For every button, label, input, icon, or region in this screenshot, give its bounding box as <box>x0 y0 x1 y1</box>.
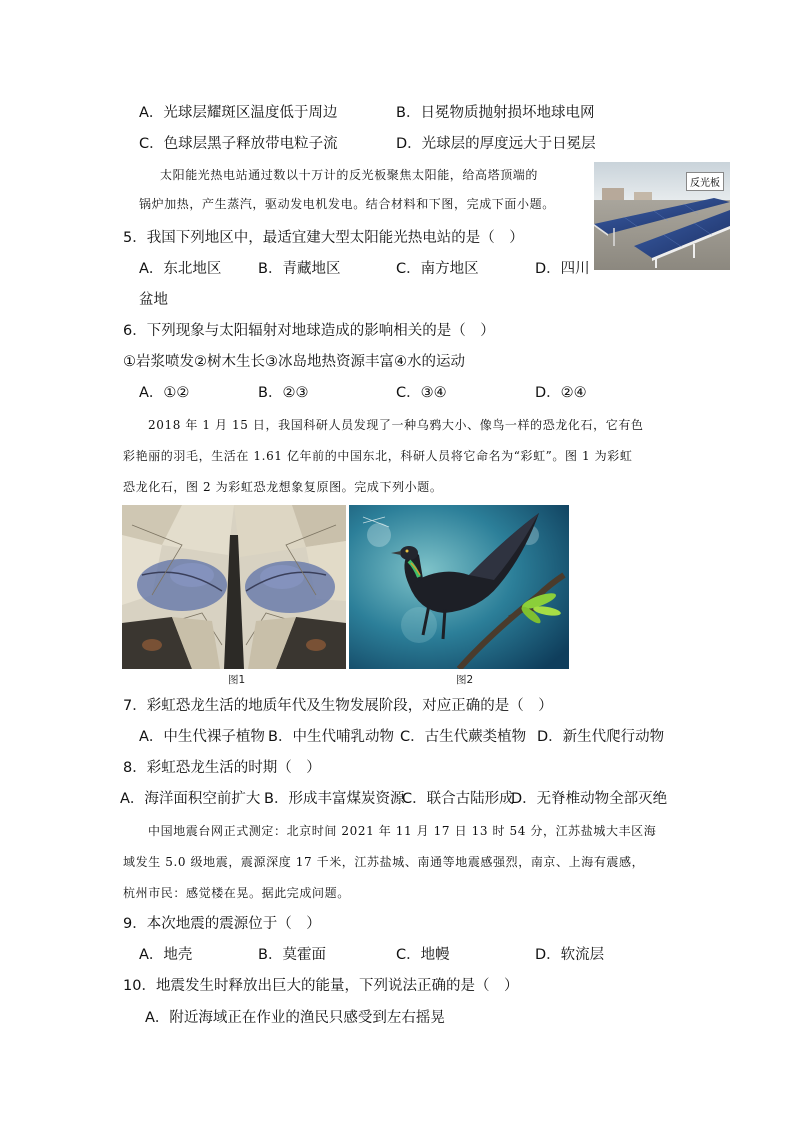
q4-option-c: C．色球层黑子释放带电粒子流 <box>139 136 338 152</box>
q6-option-b: B．②③ <box>258 385 309 401</box>
material-dino-line2: 彩艳丽的羽毛，生活在 1.61 亿年前的中国东北，科研人员将它命名为“彩虹”。图 1 为彩虹 <box>123 449 633 463</box>
q8-option-a: A．海洋面积空前扩大 <box>120 791 261 807</box>
q8-option-d: D．无脊椎动物全部灭绝 <box>511 791 668 807</box>
q9-option-a: A．地壳 <box>139 947 193 963</box>
q6-option-c: C．③④ <box>396 385 447 401</box>
q4-option-a: A．光球层耀斑区温度低于周边 <box>139 105 338 121</box>
q6-option-a: A．①② <box>139 385 190 401</box>
q6-items: ①岩浆喷发②树木生长③冰岛地热资源丰富④水的运动 <box>123 354 465 370</box>
q7-option-c: C．古生代蕨类植物 <box>400 729 527 745</box>
material-quake-line3: 杭州市民：感觉楼在晃。据此完成问题。 <box>123 886 350 900</box>
material-quake-line1: 中国地震台网正式测定：北京时间 2021 年 11 月 17 日 13 时 54 分，江苏盐城大丰区海 <box>148 824 657 838</box>
fossil-illustration <box>122 505 346 669</box>
q8-option-c: C．联合古陆形成 <box>402 791 514 807</box>
q10-stem: 10．地震发生时释放出巨大的能量，下列说法正确的是（ ） <box>123 978 519 994</box>
q7-option-b: B．中生代哺乳动物 <box>268 729 394 745</box>
q9-option-c: C．地幔 <box>396 947 450 963</box>
figure-1-fossil-image <box>122 505 346 669</box>
q7-option-d: D．新生代爬行动物 <box>537 729 665 745</box>
q8-option-b: B．形成丰富煤炭资源 <box>264 791 405 807</box>
q9-option-d: D．软流层 <box>535 947 605 963</box>
figure-2-caption: 图2 <box>456 674 474 686</box>
rainbow-dinosaur-illustration <box>349 505 569 669</box>
q6-stem: 6．下列现象与太阳辐射对地球造成的影响相关的是（ ） <box>123 323 495 339</box>
q8-stem: 8．彩虹恐龙生活的时期（ ） <box>123 760 321 776</box>
q5-option-d: D．四川 <box>535 261 590 277</box>
material-quake-line2: 域发生 5.0 级地震，震源深度 17 千米，江苏盐城、南通等地震感强烈，南京、上海有震感， <box>123 855 645 869</box>
q5-option-d-continued: 盆地 <box>139 292 168 308</box>
q5-option-a: A．东北地区 <box>139 261 222 277</box>
solar-panel-label: 反光板 <box>686 172 724 191</box>
q9-stem: 9．本次地震的震源位于（ ） <box>123 916 321 932</box>
material-solar-line1: 太阳能光热电站通过数以十万计的反光板聚焦太阳能，给高塔顶端的 <box>160 168 539 182</box>
q5-option-c: C．南方地区 <box>396 261 479 277</box>
q4-option-d: D．光球层的厚度远大于日冕层 <box>396 136 596 152</box>
q4-option-b: B．日冕物质抛射损坏地球电网 <box>396 105 595 121</box>
q6-option-d: D．②④ <box>535 385 587 401</box>
q7-stem: 7．彩虹恐龙生活的地质年代及生物发展阶段，对应正确的是（ ） <box>123 698 553 714</box>
material-dino-line3: 恐龙化石，图 2 为彩虹恐龙想象复原图。完成下列小题。 <box>123 480 443 494</box>
figure-2-reconstruction-image <box>349 505 569 669</box>
figure-1-caption: 图1 <box>228 674 246 686</box>
q9-option-b: B．莫霍面 <box>258 947 326 963</box>
material-solar-line2: 锅炉加热，产生蒸汽，驱动发电机发电。结合材料和下图，完成下面小题。 <box>139 197 555 211</box>
q10-option-a: A．附近海域正在作业的渔民只感受到左右摇晃 <box>145 1010 445 1026</box>
q5-option-b: B．青藏地区 <box>258 261 341 277</box>
material-dino-line1: 2018 年 1 月 15 日，我国科研人员发现了一种乌鸦大小、像鸟一样的恐龙化石，它有色 <box>148 418 644 432</box>
q5-stem: 5．我国下列地区中，最适宜建大型太阳能光热电站的是（ ） <box>123 230 524 246</box>
q7-option-a: A．中生代裸子植物 <box>139 729 265 745</box>
solar-panel-image <box>594 162 730 270</box>
